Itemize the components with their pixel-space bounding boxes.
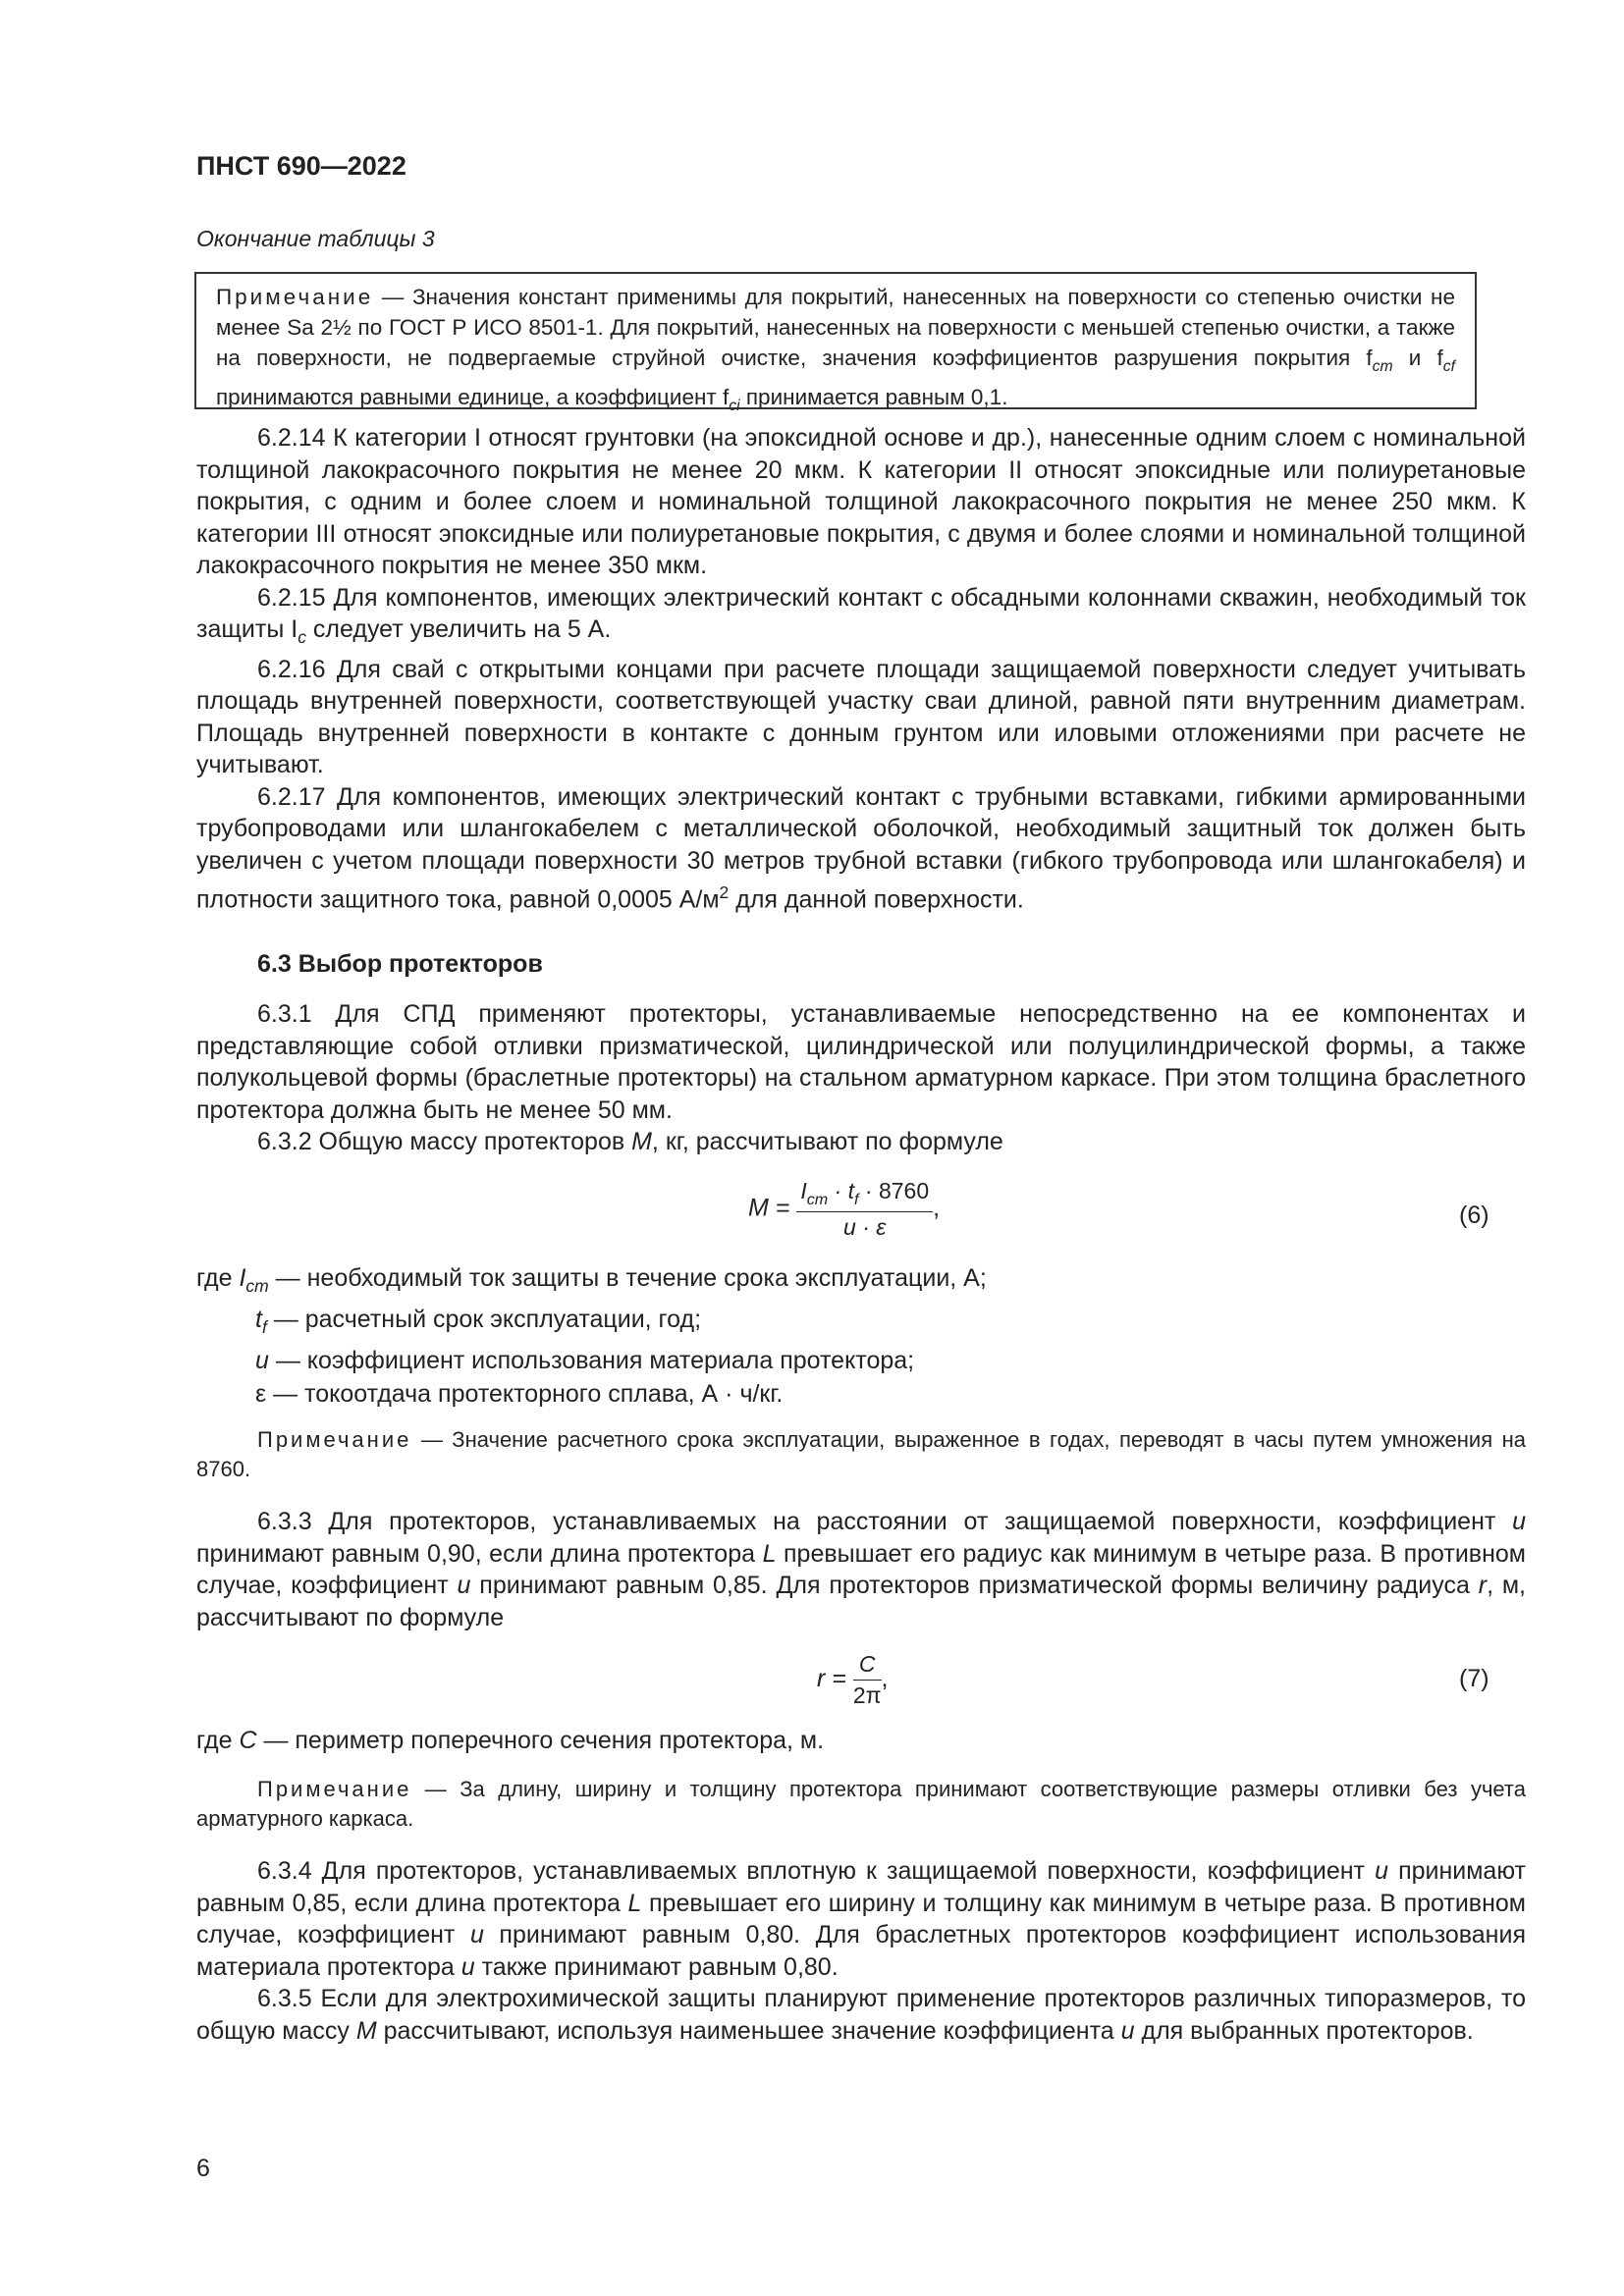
section-6-2-body	[196, 422, 1526, 916]
paragraph-6-3-3: 6.3.3 Для протекторов, устанавливаемых на расстоянии от защищаемой поверхности, коэффициент u принимают равным 0,90, если длина протектора L превышает его радиус как минимум в четыре раза. В противном случае, коэффициент u принимают равным 0,85. Для протекторов призматической формы величину радиуса r, м, рассчитывают по формуле	[196, 1508, 1527, 1631]
table-note-box: Примечание — Значения констант применимы для покрытий, нанесенных на поверхности со степенью очистки не менее Sa 2½ по ГОСТ Р ИСО 8501-1. Для покрытий, нанесенных на поверхности с меньшей степенью очистки, а также на поверхности, не подвергаемые струйной очистке, значения коэффициентов разрушения покрытия $f_{cm}$ и $f_{cf}$ принимаются равными единице, а коэффициент $f_{ci}$ принимается равным 0,1.	[194, 272, 1477, 409]
formula-6: M = $\frac{I_{cm} \cdot t_f \cdot 8760}{u \cdot \varepsilon}$ ,	[748, 1178, 941, 1240]
legend-row-u: u — коэффициент использования материала протектора;	[255, 1347, 915, 1374]
legend-row-epsilon: ε — токоотдача протекторного сплава, А · ч/кг.	[255, 1380, 784, 1408]
paragraph-6-2-14: 6.2.14 К категории I относят грунтовки (на эпоксидной основе и др.), нанесенные одним слоем с номинальной толщиной лакокрасочного покрытия не менее 20 мкм. К категории II относят эпоксидные или полиуретановые покрытия, с одним и более слоем и номинальной толщиной лакокрасочного покрытия не менее 250 мкм. К категории III относят эпоксидные или полиуретановые покрытия, с двумя и более слоями и номинальной толщиной лакокрасочного покрытия не менее 350 мкм.	[196, 424, 1526, 579]
section-6-3-3-body	[196, 1506, 1526, 1633]
note-protector-dimensions: Примечание — За длину, ширину и толщину протектора принимают соответствующие размеры отливки без учета арматурного каркаса.	[196, 1777, 1526, 1831]
paragraph-6-3-1: 6.3.1 Для СПД применяют протекторы, устанавливаемые непосредственно на ее компонентах и представляющие собой отливки призматической, цилиндрической или полуцилиндрической формы, а также полукольцевой формы (браслетные протекторы) на стальном арматурном каркасе. При этом толщина браслетного протектора должна быть не менее 50 мм.	[196, 1000, 1526, 1124]
document-header: ПНСТ 690—2022	[196, 151, 406, 181]
table-continuation-caption: Окончание таблицы 3	[196, 226, 435, 251]
paragraph-6-2-17: 6.2.17 Для компонентов, имеющих электрический контакт с трубными вставками, гибкими армированными трубопроводами или шлангокабелем с металлической оболочкой, необходимый защитный ток должен быть увеличен с учетом площади поверхности 30 метров трубной вставки (гибкого трубопровода или шлангокабеля) и плотности защитного тока, равной 0,0005 $А/м^2$ для данной поверхности.	[196, 782, 1526, 914]
paragraph-6-3-2: 6.3.2 Общую массу протекторов M, кг, рассчитывают по формуле	[257, 1128, 1003, 1155]
section-6-3-1-body	[196, 998, 1526, 1158]
paragraph-6-3-4: 6.3.4 Для протекторов, устанавливаемых вплотную к защищаемой поверхности, коэффициент u принимают равным 0,85, если длина протектора L превышает его ширину и толщину как минимум в четыре раза. В противном случае, коэффициент u принимают равным 0,80. Для браслетных протекторов коэффициент использования материала протектора u также принимают равным 0,80.	[196, 1857, 1526, 1981]
note-label: Примечание	[216, 285, 374, 309]
page-number: 6	[196, 2155, 210, 2182]
equation-number-6: (6)	[1459, 1201, 1489, 1229]
legend-row-tf: $t_f$ — расчетный срок эксплуатации, год;	[255, 1306, 702, 1337]
formula-6-legend	[196, 1261, 987, 1411]
section-6-3-4-body	[196, 1855, 1526, 2047]
formula-7: r = $\frac{C}{2\pi}$ ,	[817, 1651, 889, 1708]
equation-number-7: (7)	[1459, 1665, 1489, 1692]
section-heading-6-3: 6.3 Выбор протекторов	[257, 950, 543, 978]
paragraph-6-3-5: 6.3.5 Если для электрохимической защиты планируют применение протекторов различных типоразмеров, то общую массу M рассчитывают, используя наименьшее значение коэффициента u для выбранных протекторов.	[196, 1985, 1526, 2045]
paragraph-6-2-16: 6.2.16 Для свай с открытыми концами при расчете площади защищаемой поверхности следует учитывать площадь внутренней поверхности, соответствующей участку сваи длиной, равной пяти внутренним диаметрам. Площадь внутренней поверхности в контакте с донным грунтом или иловыми отложениями при расчете не учитывают.	[196, 655, 1526, 778]
legend-row-icm: где $I_{cm}$ — необходимый ток защиты в течение срока эксплуатации, А;	[196, 1264, 987, 1296]
note-operating-life: Примечание — Значение расчетного срока эксплуатации, выраженное в годах, переводят в часы путем умножения на 8760.	[196, 1427, 1526, 1481]
formula-7-legend: где C — периметр поперечного сечения протектора, м.	[196, 1727, 825, 1754]
paragraph-6-2-15: 6.2.15 Для компонентов, имеющих электрический контакт с обсадными колоннами скважин, необходимый ток защиты $I_c$ следует увеличить на 5 А.	[196, 583, 1526, 647]
